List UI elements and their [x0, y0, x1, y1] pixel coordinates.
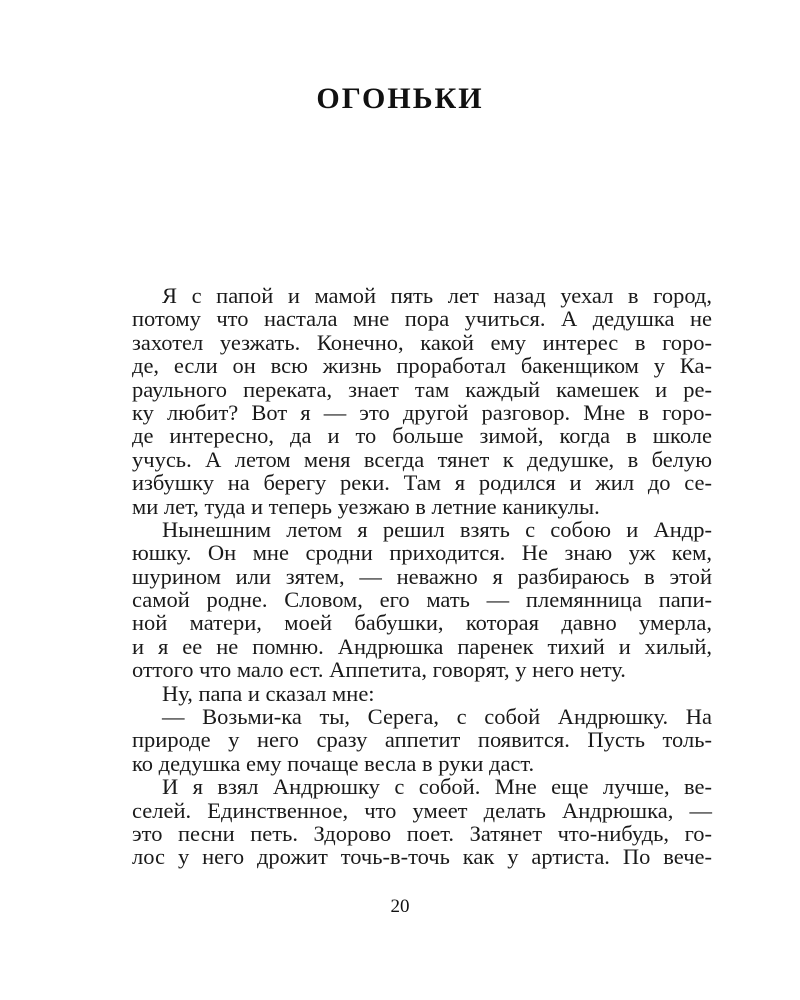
text-line: ко дедушка ему почаще весла в руки даст. — [132, 750, 535, 776]
text-line: раульного переката, знает там каждый камешек и ре- — [132, 376, 712, 402]
text-line: шурином или зятем, — неважно я разбираюсь в этой — [132, 563, 712, 589]
page-number: 20 — [390, 896, 410, 917]
text-line: ку любит? Вот я — это другой разговор. Мне в горо- — [132, 399, 712, 425]
text-line: де, если он всю жизнь проработал бакенщиком у Ка- — [132, 353, 712, 379]
text-line: природе у него сразу аппетит появится. Пусть толь- — [132, 727, 712, 753]
text-line: юшку. Он мне сродни приходится. Не знаю уж кем, — [132, 540, 712, 566]
text-line: Я с папой и мамой пять лет назад уехал в город, — [162, 283, 712, 308]
body-text — [132, 284, 712, 869]
text-line: избушку на берегу реки. Там я родился и жил до се- — [132, 470, 712, 496]
text-line: и я ее не помню. Андрюшка паренек тихий и хилый, — [132, 633, 712, 659]
text-line: де интересно, да и то больше зимой, когда в школе — [132, 423, 712, 449]
text-line: оттого что мало ест. Аппетита, говорят, у него нету. — [132, 657, 626, 683]
text-line: лос у него дрожит точь-в-точь как у артиста. По вече- — [132, 844, 712, 870]
text-line: Нынешним летом я решил взять с собою и Андр- — [162, 516, 712, 542]
text-line: потому что настала мне пора учиться. А дедушка не — [132, 306, 712, 332]
text-line: И я взял Андрюшку с собой. Мне еще лучше, ве- — [162, 774, 712, 800]
chapter-title: ОГОНЬКИ — [316, 82, 484, 115]
text-line: ми лет, туда и теперь уезжаю в летние каникулы. — [132, 493, 600, 519]
text-line: это песни петь. Здорово поет. Затянет что-нибудь, го- — [132, 820, 712, 846]
text-line: учусь. А летом меня всегда тянет к дедушке, в белую — [132, 446, 712, 472]
text-line: ной матери, моей бабушки, которая давно умерла, — [132, 610, 712, 636]
text-line: — Возьми-ка ты, Серега, с собой Андрюшку. На — [162, 704, 712, 730]
text-line: самой родне. Словом, его мать — племянница папи- — [132, 587, 712, 613]
text-line: селей. Единственное, что умеет делать Андрюшка, — — [132, 797, 712, 823]
text-line: Ну, папа и сказал мне: — [162, 680, 375, 706]
text-line: захотел уезжать. Конечно, какой ему интерес в горо- — [132, 329, 712, 355]
